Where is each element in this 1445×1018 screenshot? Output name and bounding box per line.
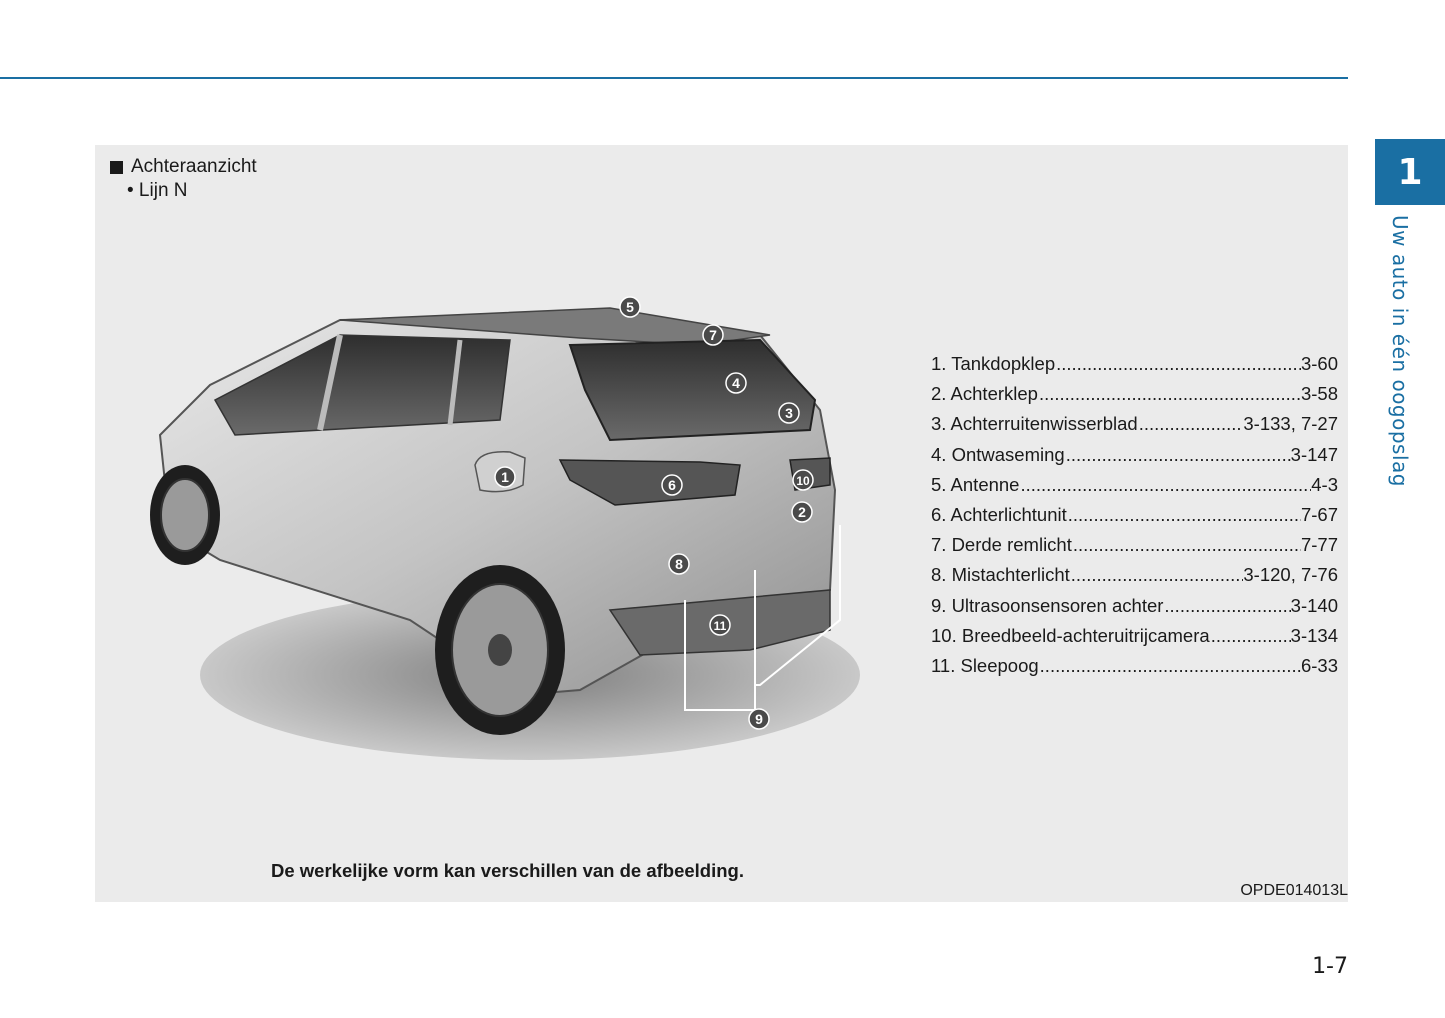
leader-dots [1038,379,1301,409]
leader-dots [1065,440,1291,470]
svg-text:7: 7 [709,327,717,343]
car-rear-illustration [140,290,860,760]
svg-text:9: 9 [755,711,763,727]
leader-dots [1163,591,1290,621]
legend-item[interactable] [931,651,1338,681]
side-windows [215,335,510,435]
square-bullet-icon [110,161,123,174]
leader-dots [1070,560,1244,590]
legend-page: 6-33 [1300,654,1338,676]
legend-label: 9. Ultrasoonsensoren achter [931,594,1164,616]
view-title [110,156,257,178]
svg-text:3: 3 [785,405,793,421]
rear-window [570,340,815,440]
leader-dots [1138,409,1244,439]
svg-text:8: 8 [675,556,683,572]
legend-label: 8. Mistachterlicht [931,564,1070,586]
legend-item[interactable] [931,379,1338,409]
svg-text:4: 4 [732,375,740,391]
callout-10 [793,470,813,490]
callout-7 [703,325,723,345]
legend-item[interactable] [931,530,1338,560]
callout-9 [749,709,769,729]
legend-page: 3-58 [1300,383,1338,405]
callout-8 [669,554,689,574]
variant-label: • Lijn N [127,180,188,201]
callout-6 [662,475,682,495]
legend-label: 6. Achterlichtunit [931,503,1067,525]
legend-item[interactable] [931,470,1338,500]
legend-label: 5. Antenne [931,473,1020,495]
legend-page: 3-140 [1290,594,1338,616]
legend-item[interactable] [931,500,1338,530]
parts-legend [931,349,1338,681]
legend-page: 7-67 [1300,503,1338,525]
header-rule [0,77,1348,79]
rear-wheel [435,565,565,735]
svg-text:10: 10 [796,474,810,488]
svg-text:6: 6 [668,477,676,493]
legend-label: 2. Achterklep [931,383,1038,405]
legend-label: 4. Ontwaseming [931,443,1065,465]
callout-3 [779,403,799,423]
leader-dots [1072,530,1301,560]
image-code: OPDE014013L [1240,882,1348,899]
legend-item[interactable] [931,409,1338,439]
legend-item[interactable] [931,591,1338,621]
legend-page: 3-60 [1300,353,1338,374]
figure-disclaimer: De werkelijke vorm kan verschillen van de afbeelding. [271,860,744,881]
legend-label: 7. Derde remlicht [931,534,1072,556]
callout-5 [620,297,640,317]
callout-11 [710,615,730,635]
legend-label: 3. Achterruitenwisserblad [931,413,1138,435]
legend-page: 3-147 [1290,443,1338,465]
callout-2 [792,502,812,522]
legend-item[interactable] [931,349,1338,379]
legend-page: 4-3 [1311,473,1338,495]
legend-page: 3-134 [1290,624,1338,646]
legend-label: 10. Breedbeeld-achteruitrijcamera [931,624,1210,646]
legend-item[interactable] [931,560,1338,590]
leader-dots [1067,500,1301,530]
legend-page: 7-77 [1300,534,1338,556]
legend-label: 11. Sleepoog [931,654,1039,676]
legend-page: 3-120, 7-76 [1243,564,1338,586]
chapter-number-tab[interactable]: 1 [1375,139,1445,205]
svg-text:2: 2 [798,504,806,520]
leader-dots [1019,470,1311,500]
svg-text:1: 1 [501,469,509,485]
svg-text:5: 5 [626,299,634,315]
page-number: 1-7 [1312,954,1348,979]
leader-dots [1055,349,1301,379]
view-title-text: Achteraanzicht [131,156,257,177]
legend-item[interactable] [931,440,1338,470]
svg-text:11: 11 [713,619,727,633]
legend-page: 3-133, 7-27 [1243,413,1338,435]
callout-1 [495,467,515,487]
legend-label: 1. Tankdopklep [931,353,1056,374]
front-wheel [150,465,220,565]
chapter-title: Uw auto in één oogopslag [1388,215,1412,487]
legend-item[interactable] [931,621,1338,651]
leader-dots [1039,651,1301,681]
callout-4 [726,373,746,393]
leader-dots [1210,621,1291,651]
